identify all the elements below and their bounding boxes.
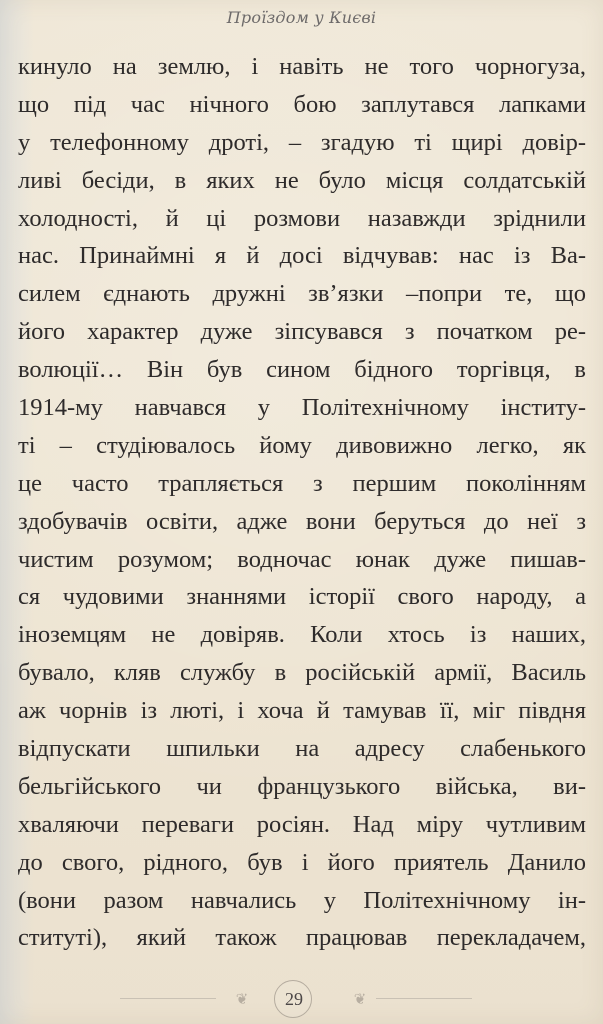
text-line: силем єднають дружні зв’язки –попри те, що [18,280,586,308]
footer-ornament-left-icon: ❦ [235,990,249,1008]
page-number-badge [274,980,312,1018]
text-line: нас. Принаймні я й досі відчував: нас із Ва- [18,242,586,270]
text-line: це часто трапляється з першим поколінням [18,469,586,497]
text-line: до свого, рідного, був і його приятель Данило [18,848,586,876]
footer-ornament-right-icon: ❦ [353,990,367,1008]
running-header: Проїздом у Києві [226,8,377,27]
text-line: відпускати шпильки на адресу слабенького [18,735,586,763]
text-line: бувало, кляв службу в російській армії, Василь [18,659,586,687]
footer-rule-right [376,998,472,999]
text-line: ся чудовими знаннями історії свого народу, а [18,583,586,611]
text-line: у телефонному дроті, – згадую ті щирі довір- [18,128,586,156]
text-line: волюції… Він був сином бідного торгівця, в [18,356,586,384]
text-line: ливі бесіди, в яких не було місця солдатській [18,166,586,194]
text-line: хваляючи переваги росіян. Над міру чутливим [18,810,586,838]
text-line: що під час нічного бою заплутався лапками [18,90,586,118]
page-footer [0,968,603,1018]
text-line: здобувачів освіти, адже вони беруться до неї з [18,507,586,535]
text-line: ті – студіювалось йому дивовижно легко, як [18,431,586,459]
page-number: 29 [285,989,303,1009]
body-text [18,48,586,957]
text-line: його характер дуже зіпсувався з початком ре- [18,318,586,346]
text-line: аж чорнів із люті, і хоча й тамував її, міг півдня [18,697,586,725]
text-line: холодності, й ці розмови назавжди зріднили [18,204,586,232]
text-line: (вони разом навчались у Політехнічному ін- [18,886,586,914]
text-line: чистим розумом; водночас юнак дуже пишав- [18,545,586,573]
text-line: бельгійського чи французького війська, ви- [18,772,586,800]
text-line: 1914-му навчався у Політехнічному інститу- [18,394,586,422]
text-line: ституті), який також працював перекладачем, [18,924,586,952]
text-line: кинуло на землю, і навіть не того чорногуза, [18,53,586,80]
footer-rule-left [120,998,216,999]
text-line: іноземцям не довіряв. Коли хтось із наших, [18,621,586,649]
